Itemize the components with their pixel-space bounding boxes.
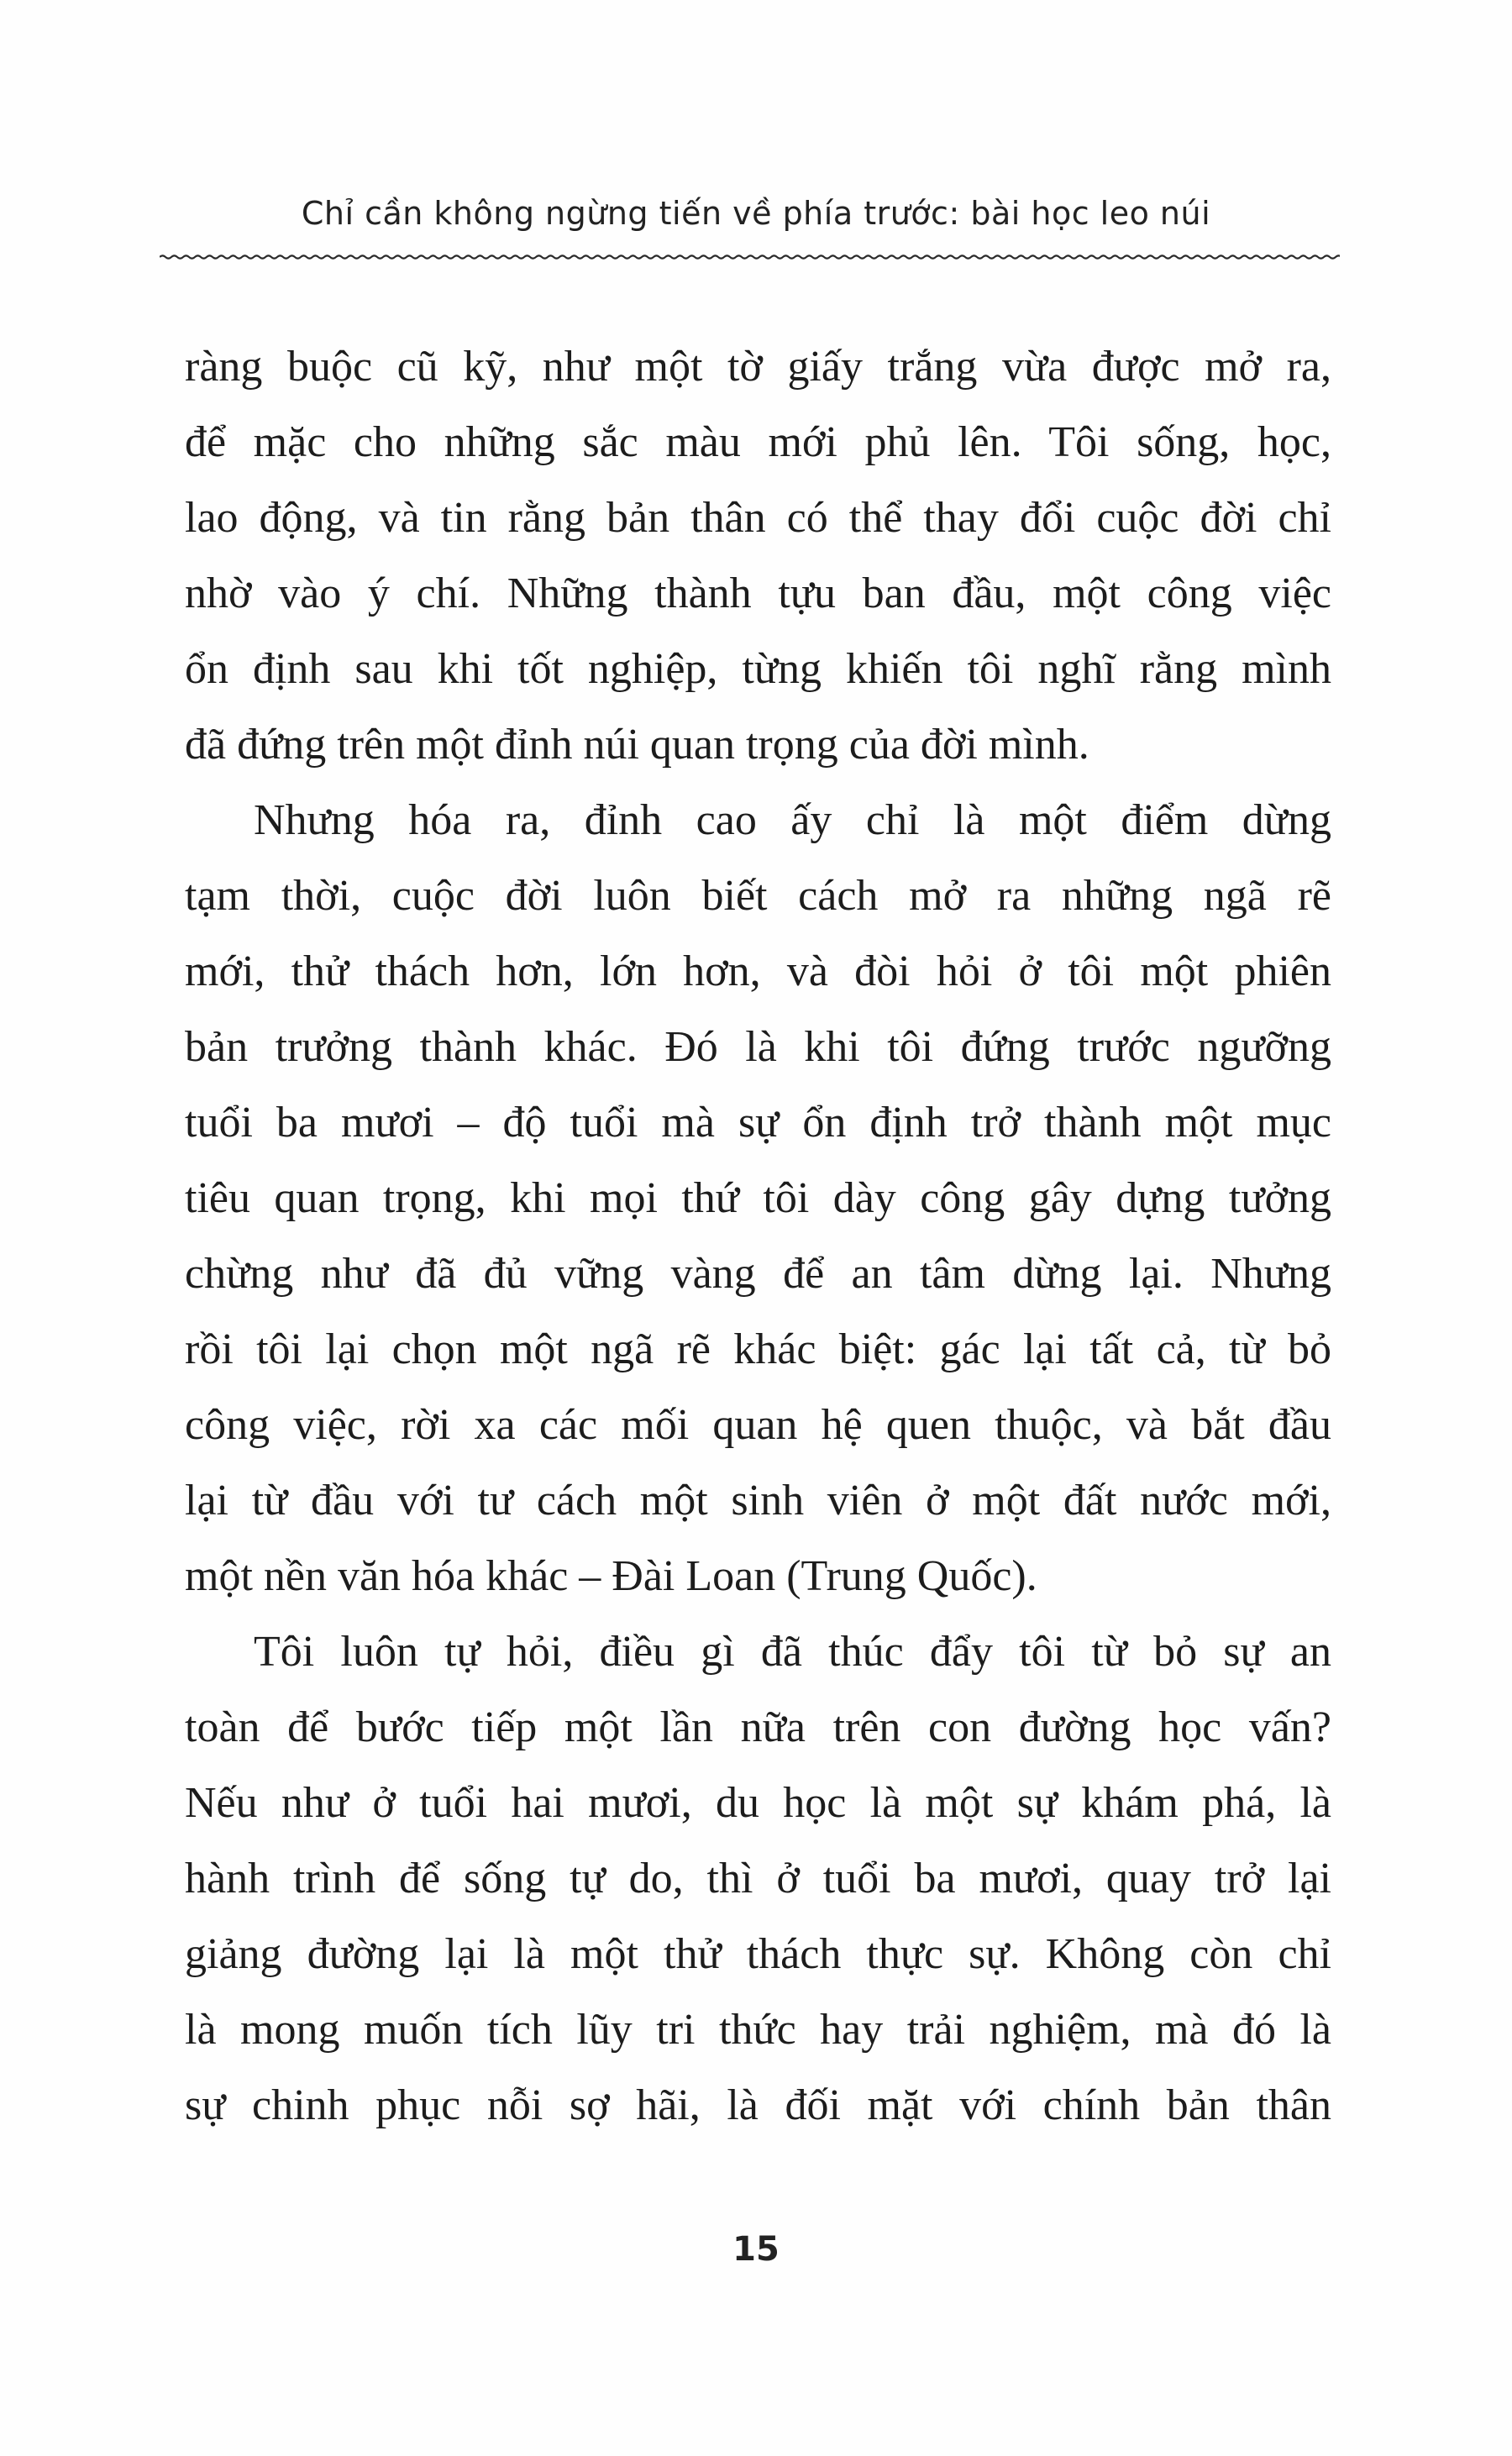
- text-line: nhờ vào ý chí. Những thành tựu ban đầu, một công việc: [185, 569, 1331, 617]
- text-line: đã đứng trên một đỉnh núi quan trọng của đời mình.: [185, 721, 1089, 769]
- text-line: công việc, rời xa các mối quan hệ quen thuộc, và bắt đầu: [185, 1401, 1331, 1449]
- text-line: toàn để bước tiếp một lần nữa trên con đường học vấn?: [185, 1703, 1331, 1751]
- text-line: rồi tôi lại chọn một ngã rẽ khác biệt: gác lại tất cả, từ bỏ: [185, 1325, 1331, 1373]
- body-text: [185, 329, 1331, 2144]
- text-line: Nếu như ở tuổi hai mươi, du học là một sự khám phá, là: [185, 1779, 1331, 1827]
- text-line: hành trình để sống tự do, thì ở tuổi ba mươi, quay trở lại: [185, 1855, 1331, 1902]
- text-line: một nền văn hóa khác – Đài Loan (Trung Quốc).: [185, 1552, 1037, 1600]
- text-line: sự chinh phục nỗi sợ hãi, là đối mặt với chính bản thân: [185, 2081, 1331, 2129]
- text-line: tuổi ba mươi – độ tuổi mà sự ổn định trở thành một mục: [185, 1099, 1331, 1147]
- text-line: Tôi luôn tự hỏi, điều gì đã thúc đẩy tôi từ bỏ sự an: [254, 1628, 1331, 1676]
- text-line: tiêu quan trọng, khi mọi thứ tôi dày công gây dựng tưởng: [185, 1174, 1331, 1222]
- text-line: giảng đường lại là một thử thách thực sự. Không còn chỉ: [185, 1930, 1331, 1978]
- page-number: 15: [732, 2230, 780, 2269]
- text-line: lại từ đầu với tư cách một sinh viên ở một đất nước mới,: [185, 1477, 1331, 1525]
- text-line: ổn định sau khi tốt nghiệp, từng khiến tôi nghĩ rằng mình: [185, 645, 1331, 693]
- text-line: ràng buộc cũ kỹ, như một tờ giấy trắng vừa được mở ra,: [185, 343, 1331, 391]
- text-line: lao động, và tin rằng bản thân có thể thay đổi cuộc đời chỉ: [185, 494, 1331, 542]
- running-header: Chỉ cần không ngừng tiến về phía trước: bài học leo núi: [301, 195, 1211, 232]
- wavy-divider: [160, 250, 1340, 264]
- text-line: là mong muốn tích lũy tri thức hay trải nghiệm, mà đó là: [185, 2006, 1331, 2054]
- text-line: mới, thử thách hơn, lớn hơn, và đòi hỏi ở tôi một phiên: [185, 947, 1331, 995]
- text-line: bản trưởng thành khác. Đó là khi tôi đứng trước ngưỡng: [185, 1023, 1331, 1071]
- text-line: để mặc cho những sắc màu mới phủ lên. Tôi sống, học,: [185, 418, 1331, 466]
- text-line: chừng như đã đủ vững vàng để an tâm dừng lại. Nhưng: [185, 1250, 1331, 1298]
- text-line: tạm thời, cuộc đời luôn biết cách mở ra những ngã rẽ: [185, 872, 1331, 920]
- text-line: Nhưng hóa ra, đỉnh cao ấy chỉ là một điểm dừng: [254, 796, 1331, 844]
